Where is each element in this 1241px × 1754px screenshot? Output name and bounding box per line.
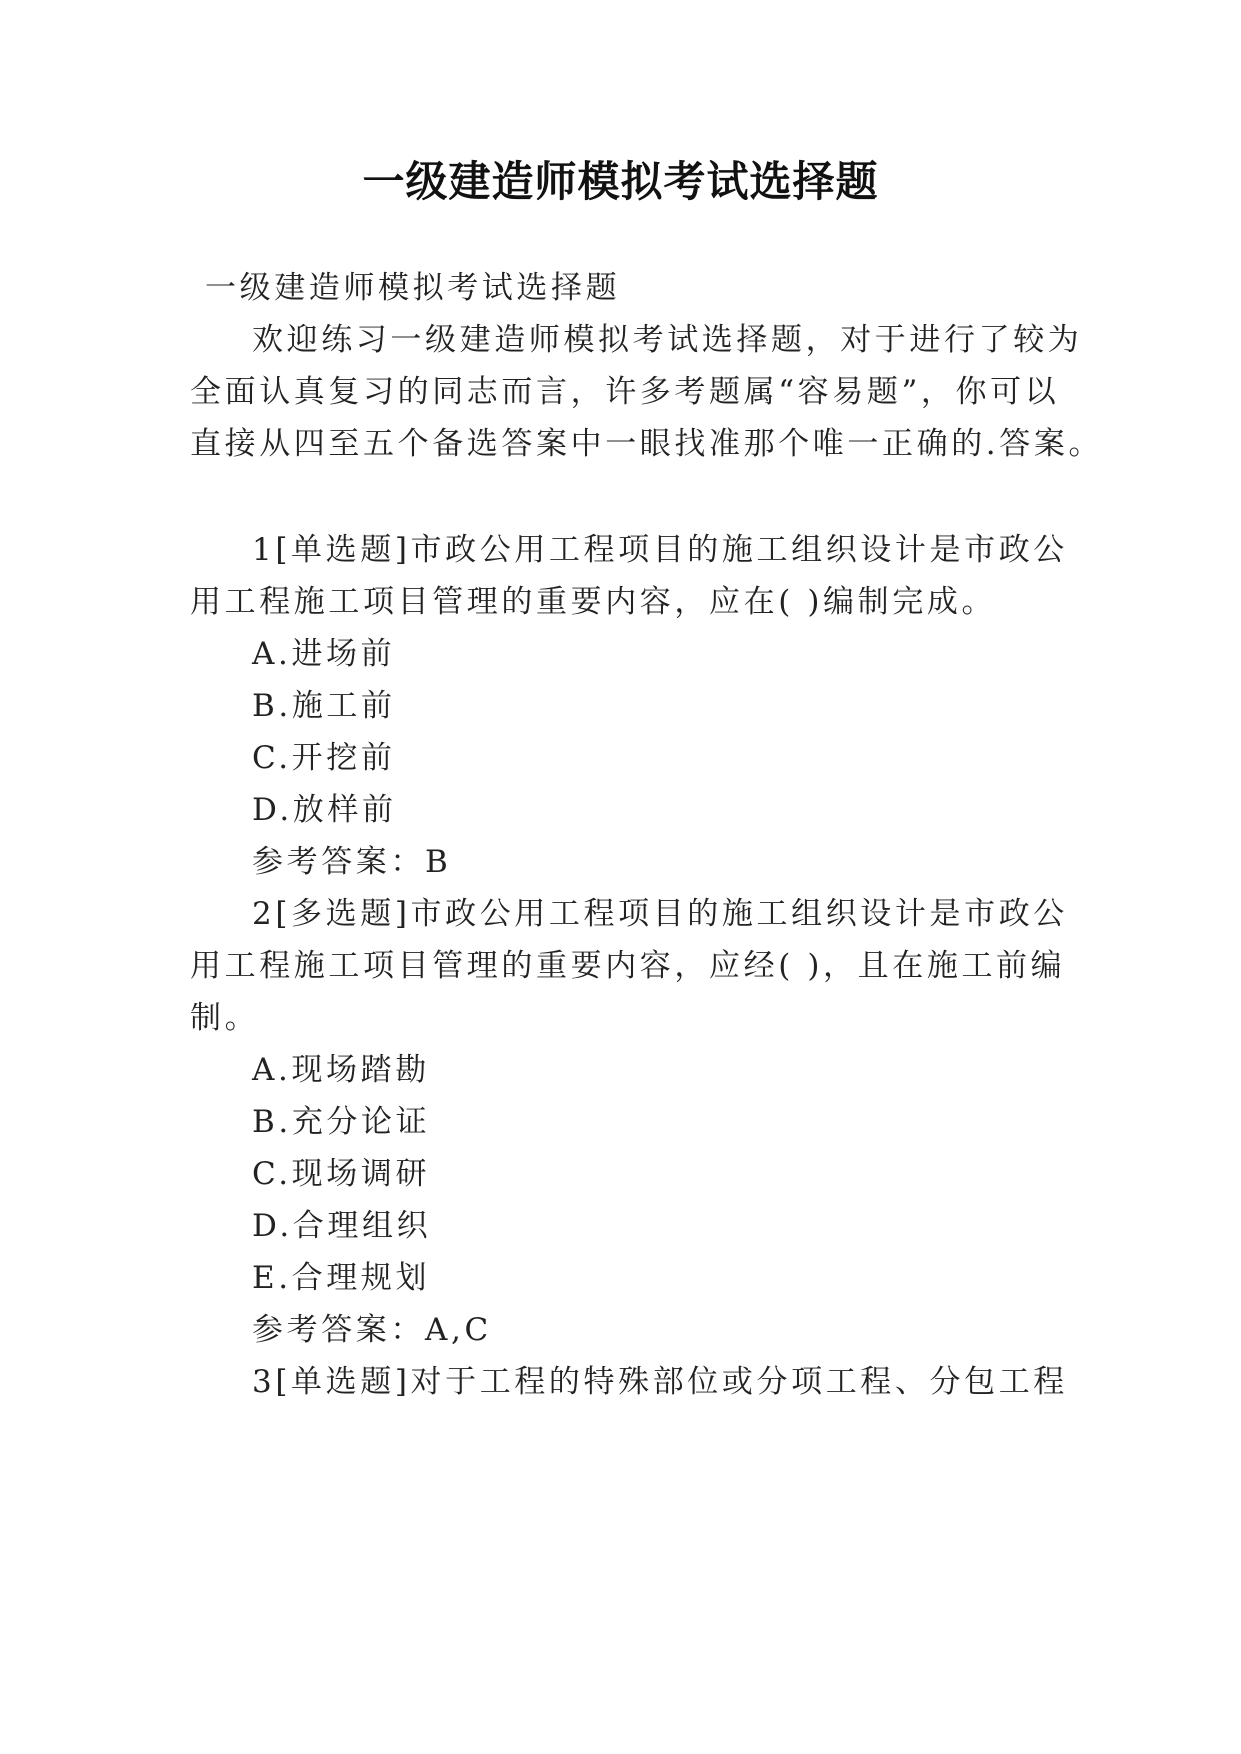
question-2-option-e: E.合理规划 [252,1260,431,1296]
question-2-line-2: 用工程施工项目管理的重要内容，应经( )，且在施工前编 [190,948,1066,984]
question-2-option-d: D.合理组织 [252,1208,432,1244]
question-2-line-1: 2[多选题]市政公用工程项目的施工组织设计是市政公 [252,896,1068,932]
question-2-answer: 参考答案：A,C [252,1312,492,1348]
question-2-option-c: C.现场调研 [252,1156,431,1192]
question-1-line-2: 用工程施工项目管理的重要内容，应在( )编制完成。 [190,584,997,620]
question-1-line-1: 1[单选题]市政公用工程项目的施工组织设计是市政公 [252,532,1068,568]
question-2-line-3: 制。 [190,1000,260,1036]
question-2-option-a: A.现场踏勘 [252,1052,430,1088]
intro-line-2: 全面认真复习的同志而言，许多考题属“容易题”，你可以 [190,374,1060,410]
question-1-option-a: A.进场前 [252,636,396,672]
question-1-option-b: B.施工前 [252,688,396,724]
question-1-answer: 参考答案：B [252,844,452,880]
question-1-option-c: C.开挖前 [252,740,396,776]
question-2-option-b: B.充分论证 [252,1104,431,1140]
intro-line-1: 欢迎练习一级建造师模拟考试选择题，对于进行了较为 [252,322,1083,358]
document-title: 一级建造师模拟考试选择题 [362,157,879,206]
question-3-line-1: 3[单选题]对于工程的特殊部位或分项工程、分包工程 [252,1364,1068,1400]
question-1-option-d: D.放样前 [252,792,397,828]
subtitle: 一级建造师模拟考试选择题 [205,270,621,306]
intro-line-3: 直接从四至五个备选答案中一眼找准那个唯一正确的.答案。 [190,426,1104,462]
